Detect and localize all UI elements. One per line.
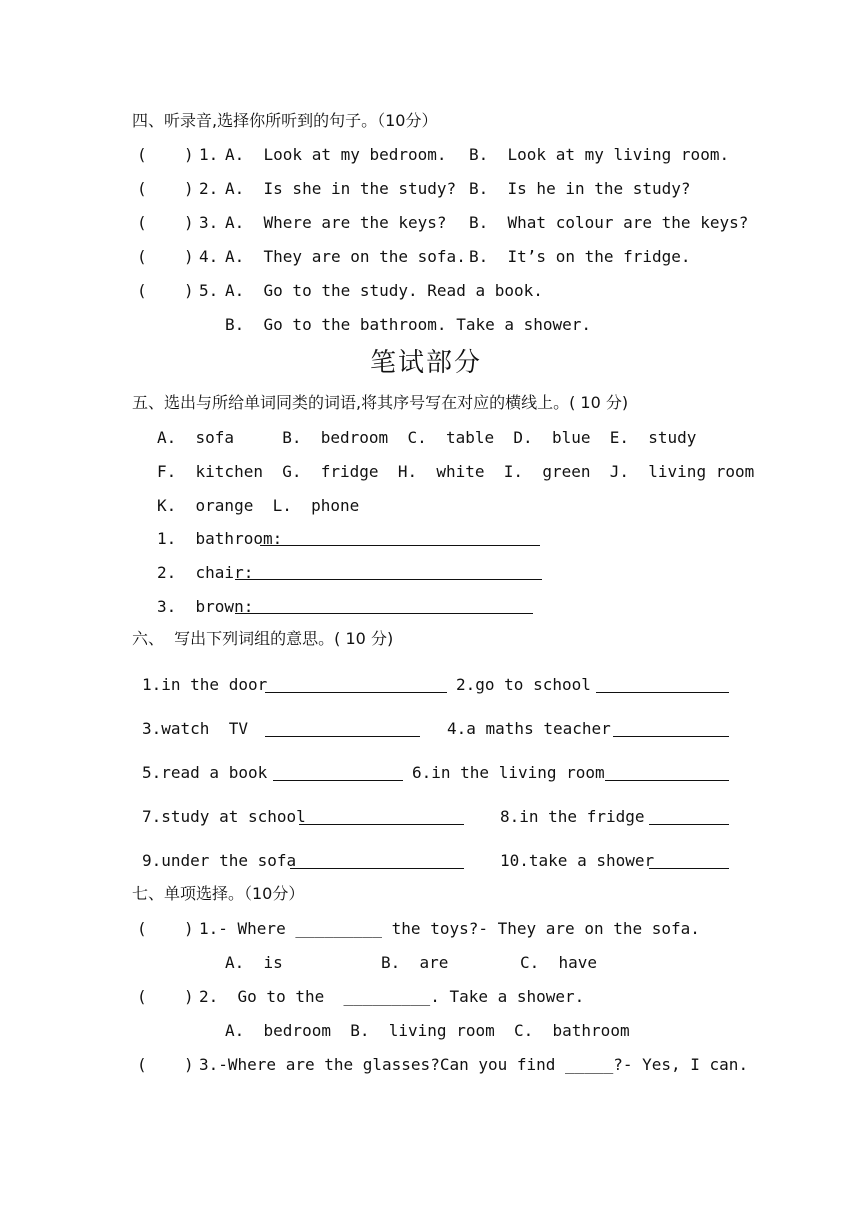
choice-option-b: B. are	[381, 953, 449, 972]
answer-paren-close: )	[184, 281, 194, 300]
answer-line[interactable]	[235, 579, 542, 580]
answer-line[interactable]	[235, 613, 533, 614]
answer-line[interactable]	[265, 692, 447, 693]
section5-heading: 五、选出与所给单词同类的词语,将其序号写在对应的横线上。( 10 分)	[132, 393, 629, 412]
option-b: B. Look at my living room.	[469, 145, 730, 164]
choice-options: A. bedroom B. living room C. bathroom	[225, 1021, 630, 1040]
phrase-3: 3.watch TV	[142, 719, 248, 738]
option-a: A. Go to the study. Read a book.	[225, 281, 543, 300]
option-b: B. Go to the bathroom. Take a shower.	[225, 315, 592, 334]
item-number: 1.	[199, 145, 219, 164]
category-question-2: 2. chair:	[157, 563, 254, 582]
answer-line[interactable]	[265, 736, 420, 737]
item-number: 2.	[199, 179, 219, 198]
section6-heading: 六、 写出下列词组的意思。( 10 分)	[132, 629, 394, 648]
word-options-row-2: F. kitchen G. fridge H. white I. green J. living room	[157, 462, 755, 481]
item-number: 3.	[199, 213, 219, 232]
answer-line[interactable]	[299, 824, 464, 825]
choice-option-a: A. is	[225, 953, 283, 972]
option-a: A. They are on the sofa.	[225, 247, 466, 266]
option-a: A. Is she in the study?	[225, 179, 457, 198]
category-question-3: 3. brown:	[157, 597, 254, 616]
option-b: B. What colour are the keys?	[469, 213, 749, 232]
phrase-1: 1.in the door	[142, 675, 268, 694]
answer-paren-open[interactable]: (	[137, 1055, 147, 1074]
phrase-2: 2.go to school	[456, 675, 591, 694]
category-question-1: 1. bathroom:	[157, 529, 283, 548]
section4-heading: 四、听录音,选择你所听到的句子。（10分）	[132, 111, 438, 130]
answer-paren-close: )	[184, 1055, 194, 1074]
section7-heading: 七、单项选择。（10分）	[132, 884, 305, 903]
phrase-9: 9.under the sofa	[142, 851, 297, 870]
answer-line[interactable]	[649, 868, 729, 869]
word-options-row-3: K. orange L. phone	[157, 496, 360, 515]
answer-line[interactable]	[260, 545, 540, 546]
option-b: B. Is he in the study?	[469, 179, 691, 198]
answer-line[interactable]	[649, 824, 729, 825]
item-number: 4.	[199, 247, 219, 266]
written-part-title: 笔试部分	[370, 348, 483, 378]
phrase-6: 6.in the living room	[412, 763, 605, 782]
phrase-8: 8.in the fridge	[500, 807, 645, 826]
answer-paren-open[interactable]: (	[137, 247, 147, 266]
option-a: A. Where are the keys?	[225, 213, 447, 232]
answer-paren-close: )	[184, 919, 194, 938]
choice-option-c: C. have	[520, 953, 598, 972]
phrase-4: 4.a maths teacher	[447, 719, 611, 738]
option-a: A. Look at my bedroom.	[225, 145, 447, 164]
answer-paren-open[interactable]: (	[137, 179, 147, 198]
phrase-10: 10.take a shower	[500, 851, 655, 870]
word-options-row-1: A. sofa B. bedroom C. table D. blue E. study	[157, 428, 697, 447]
phrase-5: 5.read a book	[142, 763, 268, 782]
answer-paren-open[interactable]: (	[137, 213, 147, 232]
answer-paren-close: )	[184, 145, 194, 164]
choice-question-3: 3.-Where are the glasses?Can you find _____?- Yes, I can.	[199, 1055, 749, 1074]
phrase-7: 7.study at school	[142, 807, 306, 826]
answer-paren-close: )	[184, 213, 194, 232]
answer-paren-close: )	[184, 179, 194, 198]
answer-paren-close: )	[184, 247, 194, 266]
answer-line[interactable]	[290, 868, 464, 869]
answer-paren-open[interactable]: (	[137, 281, 147, 300]
option-b: B. It’s on the fridge.	[469, 247, 691, 266]
answer-line[interactable]	[605, 780, 729, 781]
choice-question-2: 2. Go to the _________. Take a shower.	[199, 987, 585, 1006]
answer-line[interactable]	[613, 736, 729, 737]
answer-paren-open[interactable]: (	[137, 987, 147, 1006]
choice-question-1: 1.- Where _________ the toys?- They are on the sofa.	[199, 919, 700, 938]
answer-line[interactable]	[596, 692, 729, 693]
answer-line[interactable]	[273, 780, 403, 781]
answer-paren-close: )	[184, 987, 194, 1006]
answer-paren-open[interactable]: (	[137, 145, 147, 164]
answer-paren-open[interactable]: (	[137, 919, 147, 938]
item-number: 5.	[199, 281, 219, 300]
